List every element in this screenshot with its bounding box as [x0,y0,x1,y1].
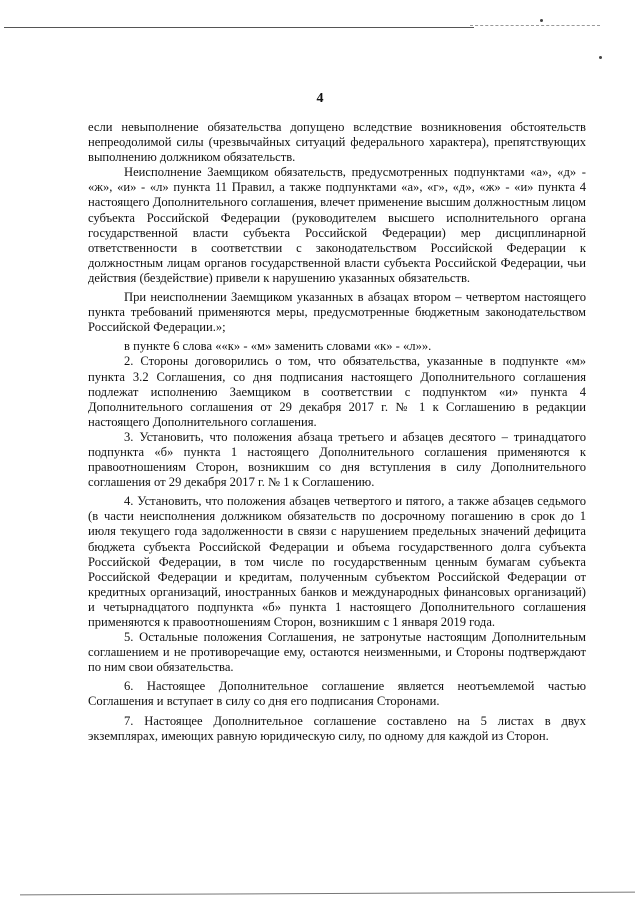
paragraph: 6. Настоящее Дополнительное соглашение является неотъемлемой частью Соглашения и вступает в силу со дня его подписания Сторонами. [88,679,586,709]
paragraph: 7. Настоящее Дополнительное соглашение составлено на 5 листах в двух экземплярах, имеющих равную юридическую силу, по одному для каждой из Сторон. [88,713,586,743]
scan-edge-top [4,27,474,28]
paragraph: При неисполнении Заемщиком указанных в абзацах втором – четвертом настоящего пункта требований применяются меры, предусмотренные бюджетным законодательством Российской Федерации.»; [88,290,586,335]
paragraph: 5. Остальные положения Соглашения, не затронутые настоящим Дополнительным соглашением и не противоречащие ему, остаются неизменными, и Стороны подтверждают по ним свои обязательства. [88,630,586,675]
paragraph: если невыполнение обязательства допущено вследствие возникновения обстоятельств непреодолимой силы (чрезвычайных ситуаций федерального характера), препятствующих выполнению должником обязательств. [88,120,586,165]
scan-speck [540,19,543,22]
paragraph: Неисполнение Заемщиком обязательств, предусмотренных подпунктами «а», «д» - «ж», «и» - «л» пункта 11 Правил, а также подпунктами «а», «г», «д», «ж» - «и» пункта 4 настоящего Дополнительного соглашения, влечет применение высшим должностным лицом субъекта Российской Федерации (руководителем высшего исполнительного органа государственной власти субъекта Российской Федерации) мер дисциплинарной ответственности в соответствии с законодательством Российской Федерации к должностным лицам органов государственной власти субъекта Российской Федерации, чьи действия (бездействие) привели к нарушению указанных обязательств. [88,165,586,285]
paragraph: 3. Установить, что положения абзаца третьего и абзацев десятого – тринадцатого подпункта «б» пункта 1 настоящего Дополнительного соглашения применяются к правоотношениям Сторон, возникшим со дня вступления в силу Дополнительного соглашения от 29 декабря 2017 г. № 1 к Соглашению. [88,429,586,490]
scan-edge-bottom [20,892,635,896]
paragraph: в пункте 6 слова ««к» - «м» заменить словами «к» - «л»». [124,339,432,354]
scan-edge-top-faint [470,25,600,26]
paragraph: 2. Стороны договорились о том, что обязательства, указанные в подпункте «м» пункта 3.2 Соглашения, со дня подписания настоящего Дополнительного соглашения подлежат исполнению Заемщиком в соответствии с подпунктом «и» пункта 4 Дополнительного соглашения от 29 декабря 2017 г. № 1 к Соглашению в редакции настоящего Дополнительного соглашения. [88,354,586,429]
scan-speck [599,56,602,59]
document-body [88,120,586,744]
paragraph: 4. Установить, что положения абзацев четвертого и пятого, а также абзацев седьмого (в части неисполнения должником обязательств по досрочному погашению в срок до 1 июля текущего года задолженности в связи с нарушением предельных значений дефицита бюджета субъекта Российской Федерации и объема государственного долга субъекта Российской Федерации, в том числе по государственным ценным бумагам субъекта Российской Федерации и кредитам, полученным субъектом Российской Федерации от кредитных организаций, иностранных банков и международных финансовых организаций) и четырнадцатого подпункта «б» пункта 1 настоящего Дополнительного соглашения применяются к правоотношениям Сторон, возникшим с 1 января 2019 года. [88,494,586,629]
page-number: 4 [316,91,324,106]
